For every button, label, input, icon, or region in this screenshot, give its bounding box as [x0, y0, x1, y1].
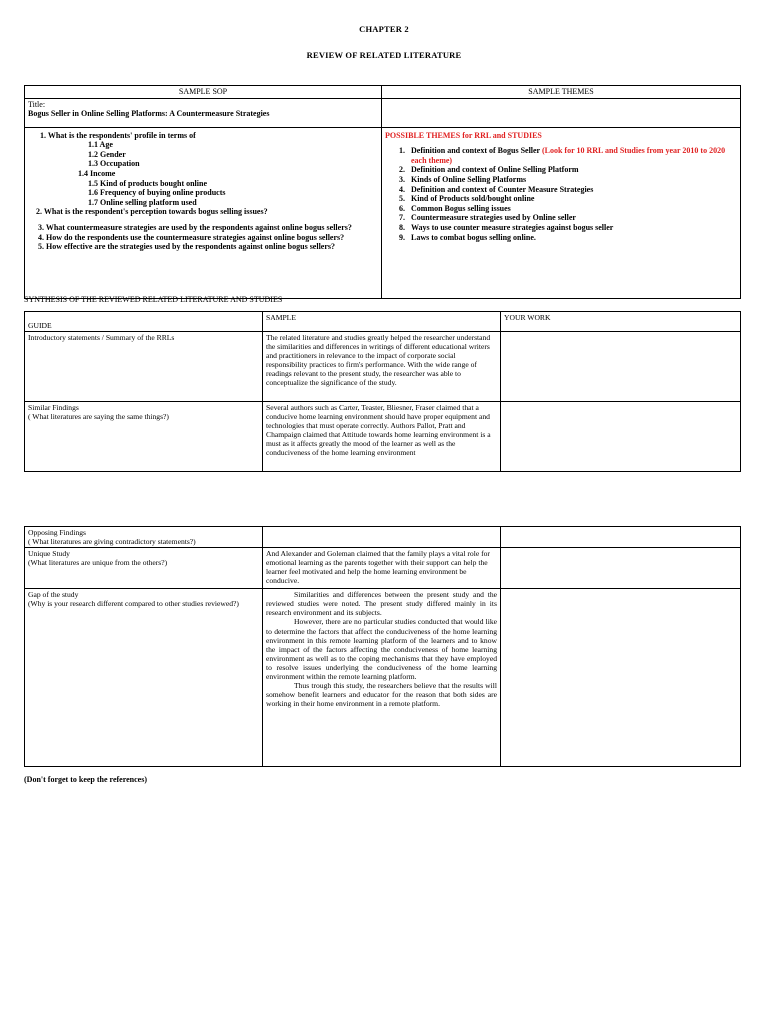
research-title: Bogus Seller in Online Selling Platforms: A Countermeasure Strategies: [28, 109, 270, 119]
sample-cell: [263, 527, 501, 548]
synthesis-table-continued: [24, 526, 741, 767]
theme-item: 6. Common Bogus selling issues: [407, 204, 737, 214]
theme-item: 2. Definition and context of Online Selling Platform: [407, 165, 737, 175]
guide-label: Similar Findings: [28, 403, 79, 412]
guide-sublabel: (Why is your research different compared to other studies reviewed?): [28, 599, 239, 609]
sample-cell: [263, 589, 501, 767]
sop-question-4: 4. How do the respondents use the countermeasure strategies against online bogus sellers?: [38, 232, 345, 242]
sop-question-5: 5. How effective are the strategies used by the respondents against online bogus sellers?: [38, 242, 336, 252]
theme-item: 9. Laws to combat bogus selling online.: [407, 233, 737, 243]
references-note: (Don't forget to keep the references): [24, 775, 147, 784]
theme-item: 4. Definition and context of Counter Measure Strategies: [407, 185, 737, 195]
synthesis-table: [24, 311, 741, 472]
sop-item: 1.1 Age: [88, 140, 113, 150]
guide-cell: [25, 548, 263, 589]
sop-item: 1.6 Frequency of buying online products: [88, 188, 226, 198]
guide-label: Gap of the study: [28, 590, 79, 600]
guide-cell: [25, 332, 263, 402]
guide-label: Unique Study: [28, 549, 70, 559]
your-work-cell: [501, 527, 741, 548]
guide-sublabel: (What literatures are unique from the others?): [28, 558, 168, 568]
guide-sublabel: ( What literatures are saying the same things?): [28, 412, 169, 422]
sop-item: 1.2 Gender: [88, 149, 126, 159]
guide-label: Opposing Findings: [28, 528, 87, 537]
sop-question-1: 1. What is the respondents' profile in terms of: [40, 130, 196, 140]
sample-cell: Several authors such as Carter, Teaster, Bliesner, Fraser claimed that a conducive home learning environment should have proper equipment and technologies that must operate correctly. Authors Pallot, Pratt and Champaign claimed that Attitude towards home learning environment is a must as it affects greatly the mood of the learner as well as the conduciveness of the home learning environment: [263, 402, 501, 472]
your-work-cell: [501, 332, 741, 402]
gap-paragraph: However, there are no particular studies conducted that would like to determine the factors that affect the conduciveness of the home learning environment in this remote learning platform of the learners and to know the impact of the factors affecting the conduciveness of home learning environment as well as to the coping mechanisms that they have employed to resolve issues underlying the conduciveness of the home learning environment within the remote learning platform.: [266, 617, 497, 682]
theme-item-text: Definition and context of Bogus Seller: [411, 146, 542, 156]
sop-item: 1.5 Kind of products bought online: [88, 178, 207, 188]
guide-header: GUIDE: [25, 312, 263, 332]
guide-label: Introductory statements / Summary of the RRLs: [28, 333, 175, 342]
theme-item: 5. Kind of Products sold/bought online: [407, 194, 737, 204]
theme-item: 3. Kinds of Online Selling Platforms: [407, 175, 737, 185]
synthesis-heading: SYNTHESIS OF THE REVIEWED RELATED LITERATURE AND STUDIES: [24, 295, 283, 304]
themes-list: [385, 146, 737, 242]
sop-question-2: 2. What is the respondent's perception towards bogus selling issues?: [36, 207, 268, 217]
sop-themes-table: [24, 85, 741, 299]
guide-cell: [25, 527, 263, 548]
title-label: Title:: [28, 99, 46, 109]
theme-item: [407, 146, 737, 165]
your-work-cell: [501, 548, 741, 589]
empty-cell: [382, 98, 741, 127]
sop-column-header: SAMPLE SOP: [25, 86, 382, 99]
themes-cell: [382, 127, 741, 298]
section-heading: REVIEW OF RELATED LITERATURE: [306, 50, 462, 60]
sop-cell: [25, 127, 382, 298]
chapter-heading: CHAPTER 2: [359, 24, 409, 34]
your-work-cell: [501, 589, 741, 767]
theme-item: 8. Ways to use counter measure strategies against bogus seller: [407, 223, 737, 233]
theme-item-note: (Look for 10 RRL and Studies from year 2010 to 2020 each theme): [411, 146, 726, 165]
gap-paragraph: Similarities and differences between the present study and the reviewed studies were noted. The present study differed mainly in its research environment and its subjects.: [266, 590, 497, 618]
sop-item: 1.3 Occupation: [88, 159, 140, 169]
themes-column-header: SAMPLE THEMES: [382, 86, 741, 99]
sop-item: 1.4 Income: [78, 168, 116, 178]
themes-heading: POSSIBLE THEMES for RRL and STUDIES: [385, 130, 542, 140]
sample-cell: The related literature and studies greatly helped the researcher understand the similarities and differences in writings of different educational writers and practitioners in relevance to the impact of corporate social responsibility practices to firm's performance. With the wide range of readings relevant to the present study, the researcher was able to conceptualize the significance of the study.: [263, 332, 501, 402]
your-work-header: YOUR WORK: [501, 312, 741, 332]
title-cell: [25, 98, 382, 127]
gap-paragraph: Thus trough this study, the researchers believe that the results will somehow benefit learners and educator for the reason that both sides are working in their home environment in a remote platform.: [266, 681, 497, 709]
theme-item: 7. Countermeasure strategies used by Online seller: [407, 213, 737, 223]
guide-cell: [25, 402, 263, 472]
guide-sublabel: ( What literatures are giving contradictory statements?): [28, 537, 196, 547]
guide-cell: [25, 589, 263, 767]
sop-question-3: 3. What countermeasure strategies are used by the respondents against online bogus sellers?: [38, 222, 352, 232]
your-work-cell: [501, 402, 741, 472]
sample-cell: And Alexander and Goleman claimed that the family plays a vital role for emotional learning as the parents together with their support can help the learner feel motivated and help the home learning environment be conducive.: [263, 548, 501, 589]
sample-header: SAMPLE: [263, 312, 501, 332]
sop-item: 1.7 Online selling platform used: [88, 197, 197, 207]
